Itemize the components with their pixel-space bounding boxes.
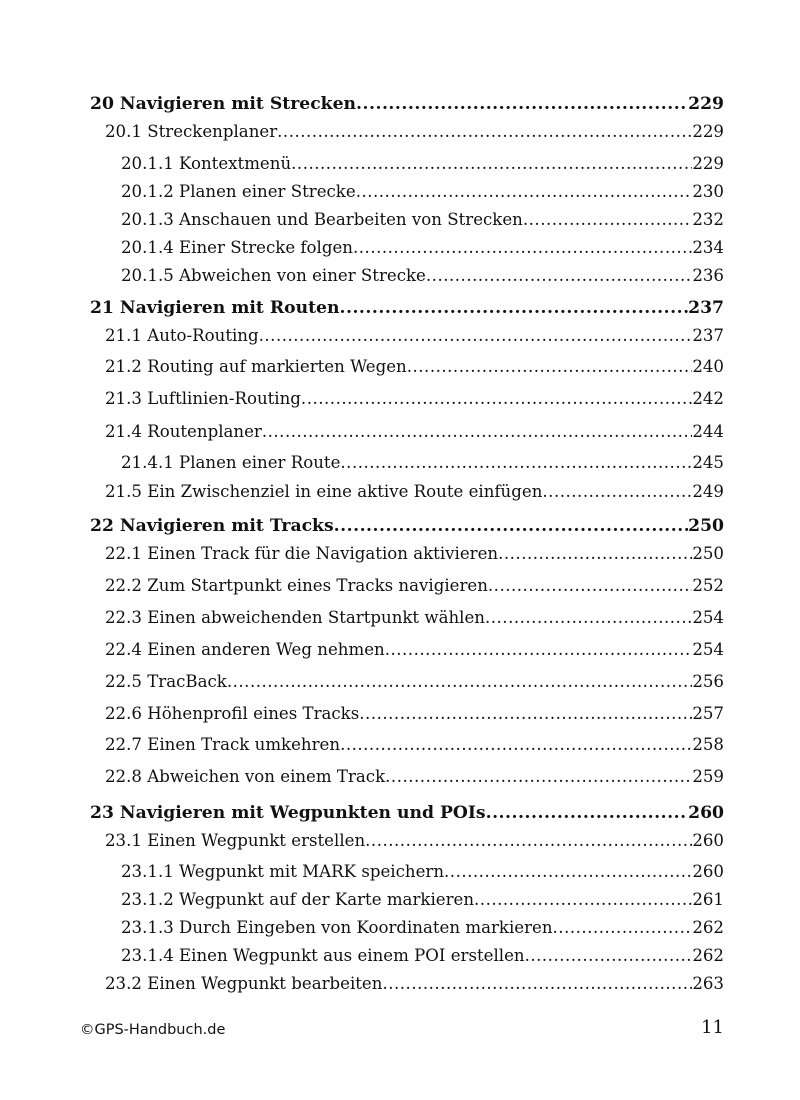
- dot-leader: [365, 829, 692, 853]
- dot-leader: [339, 296, 688, 320]
- dot-leader: [334, 514, 688, 538]
- dot-leader: [340, 733, 692, 757]
- toc-entry-title: 21.2 Routing auf markierten Wegen: [105, 357, 407, 376]
- toc-entry-page: 229: [688, 94, 724, 114]
- toc-entry-section[interactable]: [105, 733, 724, 757]
- toc-entry-page: 229: [692, 122, 724, 141]
- toc-entry-title: 20.1.5 Abweichen von einer Strecke: [121, 266, 426, 285]
- toc-entry-page: 237: [688, 298, 724, 318]
- toc-entry-page: 245: [692, 453, 724, 472]
- dot-leader: [356, 180, 693, 204]
- toc-entry-page: 236: [692, 266, 724, 285]
- footer-copyright: ©GPS-Handbuch.de: [80, 1022, 226, 1038]
- toc-entry-title: 20.1 Streckenplaner: [105, 122, 278, 141]
- toc-entry-title: 22 Navigieren mit Tracks: [90, 516, 334, 536]
- toc-entry-title: 22.1 Einen Track für die Navigation aktivieren: [105, 544, 499, 563]
- toc-entry-page: 262: [692, 946, 724, 965]
- dot-leader: [525, 944, 693, 968]
- toc-entry-page: 237: [692, 326, 724, 345]
- toc-entry-page: 252: [692, 576, 724, 595]
- toc-entry-title: 23.1.1 Wegpunkt mit MARK speichern: [121, 862, 445, 881]
- dot-leader: [277, 120, 692, 144]
- toc-entry-subsection[interactable]: [121, 888, 724, 912]
- dot-leader: [542, 480, 692, 504]
- dot-leader: [262, 420, 692, 444]
- toc-entry-section[interactable]: [105, 670, 724, 694]
- toc-entry-page: 261: [692, 890, 724, 909]
- dot-leader: [356, 92, 688, 116]
- toc-entry-section[interactable]: [105, 355, 724, 379]
- toc-entry-page: 250: [692, 544, 724, 563]
- toc-entry-section[interactable]: [105, 574, 724, 598]
- toc-entry-title: 22.3 Einen abweichenden Startpunkt wählen: [105, 608, 485, 627]
- dot-leader: [498, 542, 692, 566]
- toc-entry-page: 230: [692, 182, 724, 201]
- toc-entry-title: 22.6 Höhenprofil eines Tracks: [105, 704, 360, 723]
- toc-entry-subsection[interactable]: [121, 264, 724, 288]
- toc-entry-page: 234: [692, 238, 724, 257]
- toc-entry-page: 229: [692, 154, 724, 173]
- toc-entry-page: 257: [692, 704, 724, 723]
- dot-leader: [488, 574, 692, 598]
- dot-leader: [227, 670, 692, 694]
- toc-entry-chapter[interactable]: [90, 514, 724, 538]
- toc-entry-title: 20.1.3 Anschauen und Bearbeiten von Strecken: [121, 210, 523, 229]
- dot-leader: [426, 264, 692, 288]
- toc-entry-section[interactable]: [105, 606, 724, 630]
- toc-entry-title: 20 Navigieren mit Strecken: [90, 94, 357, 114]
- toc-entry-page: 242: [692, 389, 724, 408]
- toc-entry-page: 249: [692, 482, 724, 501]
- dot-leader: [474, 888, 692, 912]
- dot-leader: [523, 208, 692, 232]
- toc-entry-title: 22.4 Einen anderen Weg nehmen: [105, 640, 385, 659]
- dot-leader: [485, 606, 692, 630]
- toc-entry-title: 21.4.1 Planen einer Route: [121, 453, 341, 472]
- toc-entry-title: 23.1.3 Durch Eingeben von Koordinaten markieren: [121, 918, 553, 937]
- toc-entry-title: 20.1.4 Einer Strecke folgen: [121, 238, 353, 257]
- dot-leader: [301, 387, 692, 411]
- toc-entry-section[interactable]: [105, 542, 724, 566]
- toc-entry-page: 254: [692, 640, 724, 659]
- toc-entry-subsection[interactable]: [121, 152, 724, 176]
- toc-entry-section[interactable]: [105, 702, 724, 726]
- toc-entry-page: 232: [692, 210, 724, 229]
- toc-entry-section[interactable]: [105, 638, 724, 662]
- dot-leader: [486, 801, 689, 825]
- toc-entry-page: 256: [692, 672, 724, 691]
- toc-entry-subsection[interactable]: [121, 208, 724, 232]
- toc-entry-section[interactable]: [105, 120, 724, 144]
- toc-entry-title: 21.4 Routenplaner: [105, 422, 262, 441]
- toc-entry-title: 22.5 TracBack: [105, 672, 227, 691]
- toc-entry-page: 262: [692, 918, 724, 937]
- toc-entry-chapter[interactable]: [90, 92, 724, 116]
- toc-entry-section[interactable]: [105, 420, 724, 444]
- toc-entry-subsection[interactable]: [121, 944, 724, 968]
- toc-entry-title: 21 Navigieren mit Routen: [90, 298, 340, 318]
- toc-entry-title: 23 Navigieren mit Wegpunkten und POIs: [90, 803, 486, 823]
- toc-entry-title: 21.1 Auto-Routing: [105, 326, 259, 345]
- toc-entry-title: 22.2 Zum Startpunkt eines Tracks navigieren: [105, 576, 488, 595]
- toc-entry-title: 21.3 Luftlinien-Routing: [105, 389, 301, 408]
- toc-entry-title: 23.2 Einen Wegpunkt bearbeiten: [105, 974, 383, 993]
- toc-entry-subsection[interactable]: [121, 236, 724, 260]
- toc-entry-title: 23.1.4 Einen Wegpunkt aus einem POI erstellen: [121, 946, 525, 965]
- toc-entry-title: 20.1.2 Planen einer Strecke: [121, 182, 356, 201]
- dot-leader: [553, 916, 693, 940]
- toc-entry-title: 22.8 Abweichen von einem Track: [105, 767, 386, 786]
- toc-entry-subsection[interactable]: [121, 860, 724, 884]
- toc-entry-title: 21.5 Ein Zwischenziel in eine aktive Route einfügen: [105, 482, 543, 501]
- toc-entry-section[interactable]: [105, 972, 724, 996]
- toc-entry-title: 20.1.1 Kontextmenü: [121, 154, 292, 173]
- toc-entry-page: 260: [692, 831, 724, 850]
- toc-entry-title: 22.7 Einen Track umkehren: [105, 735, 341, 754]
- toc-entry-page: 240: [692, 357, 724, 376]
- toc-entry-page: 258: [692, 735, 724, 754]
- toc-entry-chapter[interactable]: [90, 296, 724, 320]
- toc-entry-title: 23.1.2 Wegpunkt auf der Karte markieren: [121, 890, 475, 909]
- dot-leader: [359, 702, 692, 726]
- dot-leader: [407, 355, 693, 379]
- dot-leader: [353, 236, 692, 260]
- toc-entry-page: 263: [692, 974, 724, 993]
- toc-entry-title: 23.1 Einen Wegpunkt erstellen: [105, 831, 366, 850]
- toc-entry-page: 254: [692, 608, 724, 627]
- footer-page-number: 11: [701, 1017, 724, 1038]
- toc-entry-page: 260: [692, 862, 724, 881]
- toc-entry-subsection[interactable]: [121, 916, 724, 940]
- toc-entry-subsection[interactable]: [121, 451, 724, 475]
- toc-entry-page: 250: [688, 516, 724, 536]
- toc-entry-section[interactable]: [105, 387, 724, 411]
- dot-leader: [340, 451, 692, 475]
- toc-entry-page: 260: [688, 803, 724, 823]
- toc-entry-chapter[interactable]: [90, 801, 724, 825]
- toc-entry-section[interactable]: [105, 829, 724, 853]
- toc-entry-subsection[interactable]: [121, 180, 724, 204]
- toc-entry-section[interactable]: [105, 324, 724, 348]
- dot-leader: [382, 972, 692, 996]
- dot-leader: [385, 638, 693, 662]
- toc-entry-page: 259: [692, 767, 724, 786]
- toc-entry-section[interactable]: [105, 765, 724, 789]
- toc-entry-page: 244: [692, 422, 724, 441]
- dot-leader: [444, 860, 692, 884]
- dot-leader: [291, 152, 692, 176]
- dot-leader: [259, 324, 693, 348]
- dot-leader: [385, 765, 692, 789]
- toc-entry-section[interactable]: [105, 480, 724, 504]
